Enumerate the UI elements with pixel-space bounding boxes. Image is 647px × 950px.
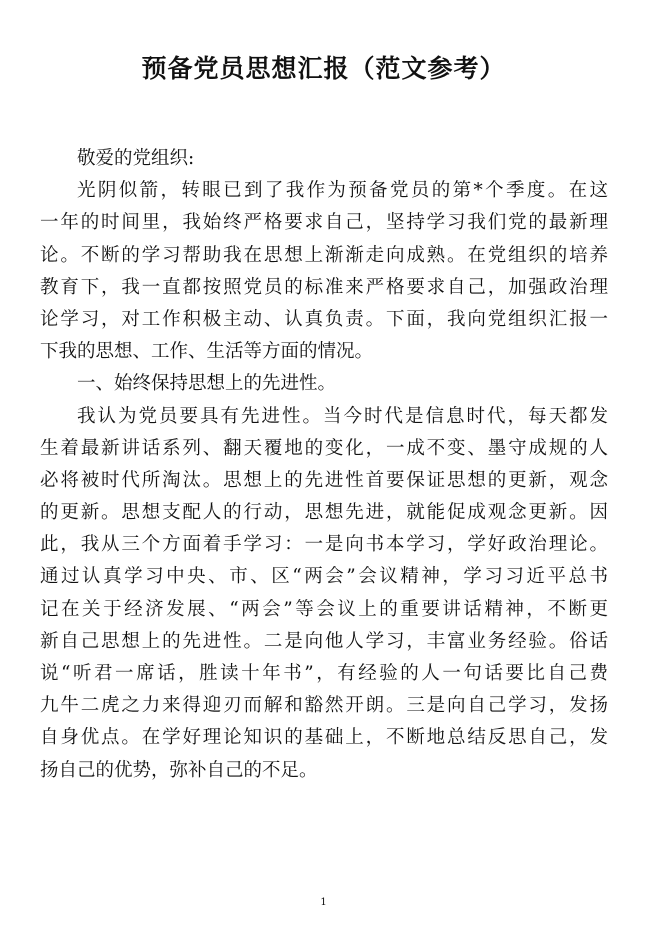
body-text-line: 的更新。思想支配人的行动，思想先进，就能促成观念更新。因 xyxy=(40,502,608,524)
body-text-line: 扬自己的优势，弥补自己的不足。 xyxy=(40,759,318,781)
body-text-line: 光阴似箭，转眼已到了我作为预备党员的第*个季度。在这 xyxy=(77,180,608,202)
body-text-line: 生着最新讲话系列、翻天覆地的变化，一成不变、墨守成规的人 xyxy=(40,437,608,459)
body-text-line: 一、始终保持思想上的先进性。 xyxy=(77,373,337,395)
body-text-line: 论。不断的学习帮助我在思想上渐渐走向成熟。在党组织的培养 xyxy=(40,244,608,266)
body-text-line: 一年的时间里，我始终严格要求自己，坚持学习我们党的最新理 xyxy=(40,212,608,234)
body-text-line: 新自己思想上的先进性。二是向他人学习，丰富业务经验。俗话 xyxy=(40,630,608,652)
body-text-line: 教育下，我一直都按照党员的标准来严格要求自己，加强政治理 xyxy=(40,276,608,298)
body-text-line: 必将被时代所淘汰。思想上的先进性首要保证思想的更新，观念 xyxy=(40,469,608,491)
body-text-line: 下我的思想、工作、生活等方面的情况。 xyxy=(40,341,374,363)
body-text-line: 论学习，对工作积极主动、认真负责。下面，我向党组织汇报一 xyxy=(40,308,608,330)
body-text-line: 通过认真学习中央、市、区“两会”会议精神，学习习近平总书 xyxy=(40,566,608,588)
body-text-line: 我认为党员要具有先进性。当今时代是信息时代，每天都发 xyxy=(77,405,608,427)
body-text-line: 记在关于经济发展、“两会”等会议上的重要讲话精神，不断更 xyxy=(40,598,608,620)
body-text-line: 此，我从三个方面着手学习：一是向书本学习，学好政治理论。 xyxy=(40,534,608,556)
document-title: 预备党员思想汇报（范文参考） xyxy=(141,54,506,83)
page-number: 1 xyxy=(320,897,327,908)
body-text-line: 说“听君一席话，胜读十年书”，有经验的人一句话要比自己费 xyxy=(40,663,608,684)
body-text-line: 敬爱的党组织: xyxy=(77,148,195,169)
body-text-line: 自身优点。在学好理论知识的基础上，不断地总结反思自己，发 xyxy=(40,727,608,749)
body-text-line: 九牛二虎之力来得迎刃而解和豁然开朗。三是向自己学习，发扬 xyxy=(40,695,608,717)
document-body xyxy=(40,143,608,787)
